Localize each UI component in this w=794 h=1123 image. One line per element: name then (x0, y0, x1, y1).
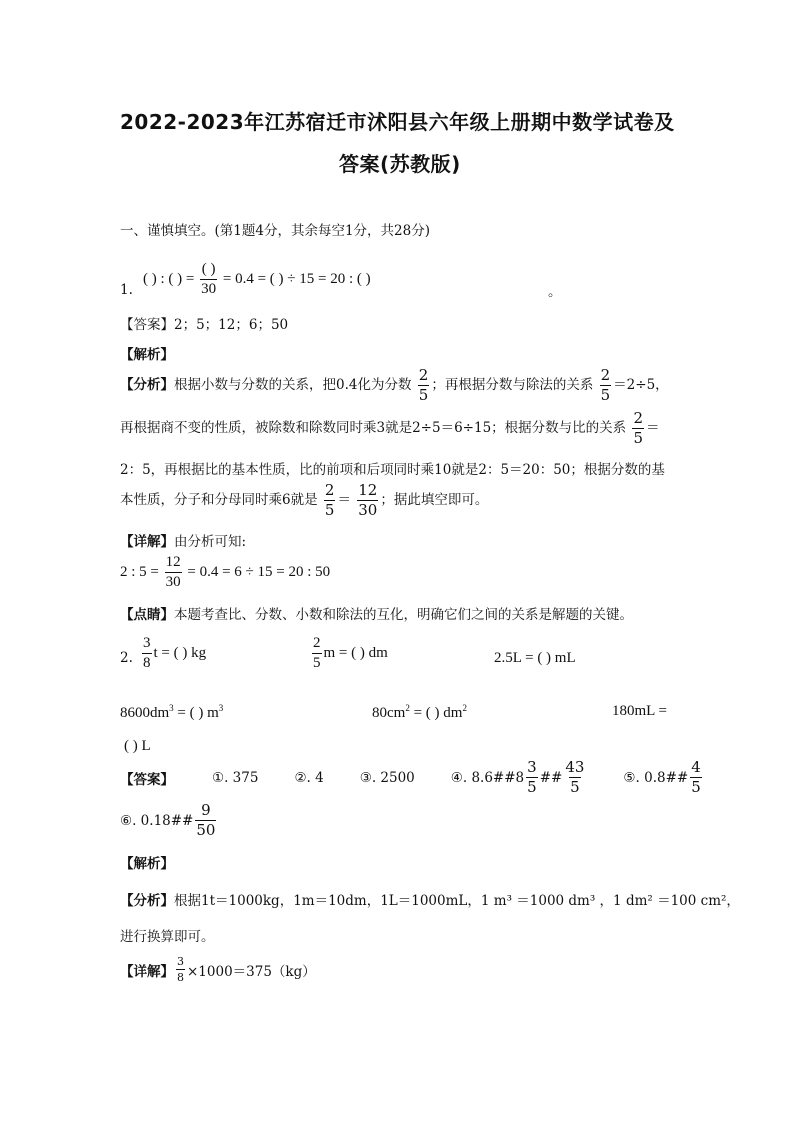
q2-item-a (140, 636, 206, 671)
q1-ratio-blank: ( ) : ( ) = (143, 270, 195, 287)
q2-ans5-frac (690, 760, 702, 795)
section-heading: 一、谨慎填空。(第1题4分，其余每空1分，共28分) (120, 223, 430, 239)
frac-numerator: 3 (177, 955, 184, 968)
q2-item-d-end-sup: 3 (218, 703, 224, 713)
q1-frac-12-30 (357, 483, 378, 518)
q2-frac-3-8 (142, 636, 152, 671)
frac-denominator: 30 (165, 574, 181, 590)
frac-numerator: 3 (527, 758, 537, 776)
q2-answer (120, 760, 704, 795)
q2-ans6-frac (195, 803, 216, 838)
q1-analysis-text-b: ；再根据分数与除法的关系 (431, 377, 594, 393)
q1-answer: 【答案】2；5；12；6；50 (120, 317, 289, 333)
q1-analysis-line2 (120, 411, 660, 446)
q1-analysis-label: 【分析】 (120, 377, 174, 393)
q2-item-d-end: = ( ) m (173, 705, 219, 721)
frac-numerator: 2 (313, 635, 321, 651)
q1-analysis-line1 (120, 368, 669, 403)
q2-detail-frac (176, 956, 185, 983)
frac-denominator: 5 (527, 778, 537, 796)
q1-detail-text: 由分析可知: (174, 534, 247, 550)
q2-item-a-text: t = ( ) kg (153, 644, 207, 661)
frac-numerator: 2 (324, 481, 335, 499)
q2-answer-4: ④. 8.6##8 (450, 769, 525, 786)
q2-answer-5: ⑤. 0.8## (623, 769, 689, 786)
frac-denominator: 5 (600, 386, 611, 404)
q1-frac-2-5-c (632, 411, 644, 446)
q1-detail (120, 530, 246, 550)
frac-numerator: 2 (600, 366, 611, 384)
q1-frac-2-5-b (600, 368, 612, 403)
q2-item-b (310, 636, 388, 671)
q2-ans4-frac-a (526, 760, 538, 795)
q2-answer-label: 【答案】 (120, 771, 174, 788)
q1-analysis-line4 (120, 483, 488, 518)
frac-numerator: 3 (143, 635, 151, 651)
q2-jiexi-label: 【解析】 (120, 856, 174, 872)
frac-denominator: 8 (143, 655, 151, 671)
q1-fraction-denominator: 30 (201, 281, 217, 297)
document-title-line1: 2022-2023年江苏宿迁市沭阳县六年级上册期中数学试卷及 (120, 110, 675, 134)
q2-item-d (120, 703, 223, 722)
q1-comment (120, 603, 633, 623)
frac-denominator: 5 (313, 655, 321, 671)
q1-analysis-text-a: 根据小数与分数的关系，把0.4化为分数 (174, 377, 412, 393)
q2-answer-6: ⑥. 0.18## (120, 812, 194, 829)
frac-numerator: 12 (165, 554, 181, 570)
q1-fraction (200, 262, 217, 297)
frac-numerator: 2 (633, 409, 644, 427)
q2-analysis-line2: 进行换算即可。 (120, 929, 215, 945)
q2-item-f: 180mL = (612, 703, 667, 719)
frac-numerator: 12 (358, 481, 378, 499)
q1-analysis-line3: 2：5，再根据比的基本性质，比的前项和后项同时乘10就是2：5＝20：50；根据分数的基 (120, 462, 665, 478)
frac-numerator: 43 (565, 758, 585, 776)
frac-denominator: 5 (633, 429, 644, 447)
q1-analysis-text-4b: ＝ (337, 492, 351, 508)
q1-frac-2-5-a (418, 368, 430, 403)
frac-denominator: 5 (418, 386, 429, 404)
q1-equation-rest: = 0.4 = ( ) ÷ 15 = 20 : ( ) (222, 270, 371, 287)
q2-item-e (372, 703, 467, 722)
q1-eq-frac (165, 555, 182, 590)
document-title-line2: 答案(苏教版) (339, 152, 461, 176)
q2-answer-4-sep: ## (539, 769, 563, 786)
q1-analysis-text-2: 再根据商不变的性质，被除数和除数同时乘3就是2÷5＝6÷15；根据分数与比的关系 (120, 420, 627, 436)
q1-detail-label: 【详解】 (120, 534, 174, 550)
q2-item-d-text: 8600dm (120, 705, 170, 721)
q2-item-f-blank: ( ) L (124, 738, 151, 754)
q1-end-mark: 。 (548, 284, 562, 300)
q2-item-c: 2.5L = ( ) mL (494, 650, 576, 666)
q2-analysis-text-1: 根据1t＝1000kg，1m＝10dm，1L＝1000mL，1 m³ ＝1000 dm³ ，1 dm² ＝100 cm²， (174, 893, 740, 909)
question-1-equation (143, 262, 371, 297)
q2-item-e-end: = ( ) dm (409, 705, 463, 721)
q1-jiexi-label: 【解析】 (120, 347, 174, 363)
frac-numerator: 9 (201, 801, 211, 819)
q1-fraction-numerator: ( ) (201, 261, 216, 277)
q1-frac-2-5-d (324, 483, 336, 518)
q1-analysis-text-2b: ＝ (646, 420, 660, 436)
q2-item-e-end-sup: 2 (462, 703, 467, 713)
q1-detail-equation (120, 555, 330, 590)
q2-item-e-text: 80cm (372, 705, 406, 721)
q2-analysis-label: 【分析】 (120, 893, 174, 909)
q1-comment-label: 【点睛】 (120, 607, 174, 623)
frac-denominator: 50 (196, 821, 216, 839)
frac-denominator: 30 (358, 501, 378, 519)
frac-denominator: 8 (177, 971, 184, 984)
frac-denominator: 5 (691, 778, 701, 796)
frac-numerator: 2 (418, 366, 429, 384)
frac-denominator: 5 (324, 501, 335, 519)
q2-frac-2-5 (312, 636, 322, 671)
q1-eq-part-b: = 0.4 = 6 ÷ 15 = 20 : 50 (187, 563, 331, 580)
q2-answer-line2 (120, 803, 218, 838)
frac-numerator: 4 (691, 758, 701, 776)
q2-answer-1: ①. 375 (212, 769, 259, 786)
frac-denominator: 5 (570, 778, 580, 796)
q2-detail-label: 【详解】 (120, 963, 174, 980)
q1-comment-text: 本题考查比、分数、小数和除法的互化，明确它们之间的关系是解题的关键。 (174, 607, 633, 623)
q2-item-d-sup: 3 (169, 703, 174, 713)
q2-ans4-frac-b (564, 760, 585, 795)
q2-detail (120, 956, 316, 983)
q1-eq-part-a: 2 : 5 = (120, 563, 159, 580)
q2-analysis-line1 (120, 889, 740, 909)
question-1-number: 1. (120, 282, 133, 298)
q2-answer-3: ③. 2500 (359, 769, 415, 786)
q2-item-b-text: m = ( ) dm (323, 644, 388, 661)
q2-item-e-sup: 2 (405, 703, 410, 713)
q1-analysis-text-c: ＝2÷5， (613, 377, 669, 393)
question-2-number: 2. (120, 650, 133, 666)
q1-analysis-text-4a: 本性质，分子和分母同时乘6就是 (120, 492, 318, 508)
q2-detail-text: ×1000＝375（kg） (187, 963, 316, 980)
q1-analysis-text-4c: ；据此填空即可。 (380, 492, 489, 508)
q2-answer-2: ②. 4 (294, 769, 324, 786)
